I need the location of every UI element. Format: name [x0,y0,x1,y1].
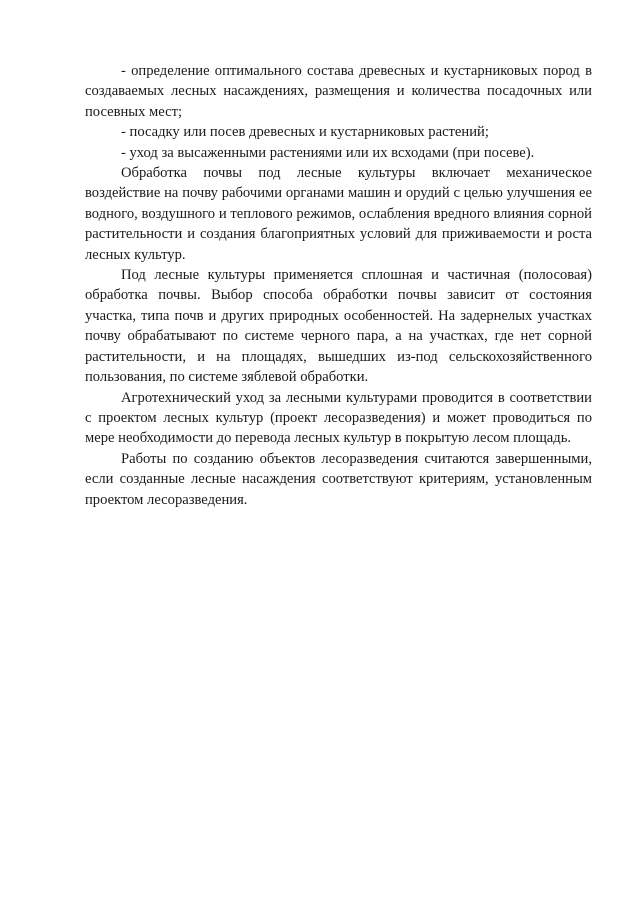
paragraph-list-item-planting: - посадку или посев древесных и кустарниковых растений; [121,124,489,141]
document-body [85,61,592,510]
paragraph-treatment-methods: Под лесные культуры применяется сплошная и частичная (полосовая) обработка почвы. Выбор способа обработки почвы зависит от состояния участка, типа почв и других природных особенностей. На задернелых участках почву обрабатывают по системе черного пара, а на участках, где нет сорной растительности, и на площадях, вышедших из-под сельскохозяйственного пользования, по системе зяблевой обработки. [85,267,592,386]
paragraph-list-item-composition: - определение оптимального состава древесных и кустарниковых пород в создаваемых лесных насаждениях, размещения и количества посадочных или посевных мест; [85,63,592,120]
paragraph-list-item-care: - уход за высаженными растениями или их всходами (при посеве). [121,144,535,161]
paragraph-completion-criteria: Работы по созданию объектов лесоразведения считаются завершенными, если созданные лесные насаждения соответствуют критериям, установленным проектом лесоразведения. [85,450,592,508]
paragraph-soil-treatment: Обработка почвы под лесные культуры включает механическое воздействие на почву рабочими органами машин и орудий с целью улучшения ее водного, воздушного и теплового режимов, ослабления вредного влияния сорной растительности и создания благоприятных условий для приживаемости и роста лесных культур. [85,165,592,263]
paragraph-agrotechnical-care: Агротехнический уход за лесными культурами проводится в соответствии с проектом лесных культур (проект лесоразведения) и может проводиться по мере необходимости до перевода лесных культур в покрытую лесом площадь. [85,389,592,447]
